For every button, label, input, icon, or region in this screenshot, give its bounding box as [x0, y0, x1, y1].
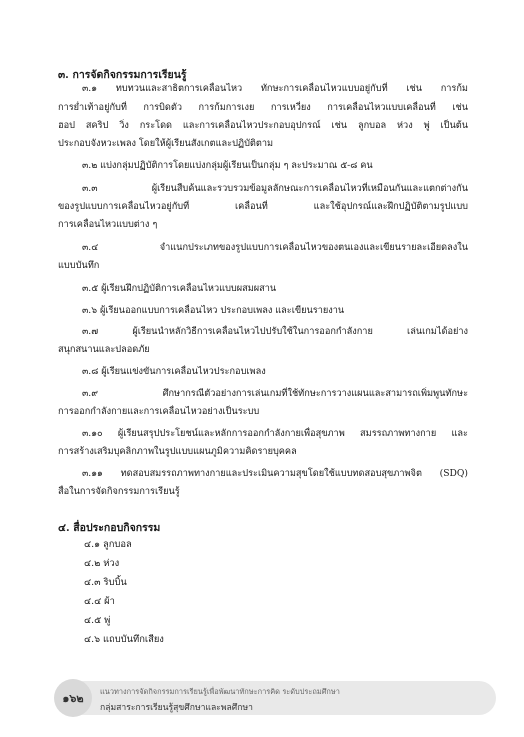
section-3-line: ๓.๗ ผู้เรียนนำหลักวิธีการเคลื่อนไหวไปปรับใช้ในการออกกำลังกาย เล่นเกมได้อย่าง [82, 326, 468, 337]
section-3-line: การย่ำเท้าอยู่กับที่ การบิดตัว การก้มการเงย การเหวี่ยง การเคลื่อนไหวแบบเคลื่อนที่ เช่น [58, 102, 468, 113]
section-3-line: สนุกสนานและปลอดภัย [58, 344, 150, 355]
media-list-item: ๔.๑ ลูกบอล [84, 539, 132, 550]
section-3-line: ๓.๘ ผู้เรียนแข่งขันการเคลื่อนไหวประกอบเพลง [82, 366, 266, 377]
media-list-item: ๔.๓ ริบบิ้น [84, 577, 127, 588]
footer-subject: กลุ่มสาระการเรียนรู้สุขศึกษาและพลศึกษา [100, 703, 253, 713]
section-3-line: ๓.๑๑ ทดสอบสมรรถภาพทางกายและประเมินความสุขโดยใช้แบบทดสอบสุขภาพจิต (SDQ) [82, 468, 468, 479]
media-list-item: ๔.๔ ผ้า [84, 596, 115, 607]
section-3-line: ของรูปแบบการเคลื่อนไหวอยู่กับที่ เคลื่อนที่ และใช้อุปกรณ์และฝึกปฏิบัติตามรูปแบบ [58, 201, 468, 212]
page-number: ๑๖๒ [54, 679, 92, 717]
section-3-line: การออกกำลังกายและการเคลื่อนไหวอย่างเป็นระบบ [58, 406, 260, 417]
section-3-line: สื่อในการจัดกิจกรรมการเรียนรู้ [58, 486, 180, 497]
media-list-item: ๔.๖ แถบบันทึกเสียง [84, 634, 164, 645]
section-4-heading: ๔. สื่อประกอบกิจกรรม [58, 522, 161, 534]
section-3-line: ๓.๑๐ ผู้เรียนสรุปประโยชน์และหลักการออกกำลังกายเพื่อสุขภาพ สมรรถภาพทางกาย และ [82, 428, 468, 439]
section-3-line: ประกอบจังหวะเพลง โดยให้ผู้เรียนสังเกตและปฏิบัติตาม [58, 138, 274, 149]
footer-book-title: แนวทางการจัดกิจกรรมการเรียนรู้เพื่อพัฒนาทักษะการคิด ระดับประถมศึกษา [100, 687, 340, 696]
section-3-line: ๓.๒ แบ่งกลุ่มปฏิบัติการโดยแบ่งกลุ่มผู้เรียนเป็นกลุ่ม ๆ ละประมาณ ๕-๘ คน [82, 160, 373, 171]
section-3-line: การเคลื่อนไหวแบบต่าง ๆ [58, 219, 158, 230]
section-3-line: ๓.๔ จำแนกประเภทของรูปแบบการเคลื่อนไหวของตนเองและเขียนรายละเอียดลงใน [82, 242, 468, 253]
section-3-line: ฮอป สคริป วิ่ง กระโดด และการเคลื่อนไหวประกอบอุปกรณ์ เช่น ลูกบอล ห่วง พู่ เป็นต้น [58, 120, 468, 131]
media-list-item: ๔.๕ พู่ [84, 615, 111, 626]
section-3-line: ๓.๑ ทบทวนและสาธิตการเคลื่อนไหว ทักษะการเคลื่อนไหวแบบอยู่กับที่ เช่น การก้ม [82, 83, 468, 94]
section-3-line: ๓.๓ ผู้เรียนสืบค้นและรวบรวมข้อมูลลักษณะการเคลื่อนไหวที่เหมือนกันและแตกต่างกัน [82, 183, 468, 194]
section-3-line: ๓.๙ ศึกษากรณีตัวอย่างการเล่นเกมที่ใช้ทักษะการวางแผนและสามารถเพิ่มพูนทักษะ [82, 388, 468, 399]
section-3-line: การสร้างเสริมบุคลิกภาพในรูปแบบแผนภูมิความคิดรายบุคคล [58, 446, 297, 457]
section-3-line: แบบบันทึก [58, 260, 100, 271]
media-list-item: ๔.๒ ห่วง [84, 558, 120, 569]
section-3-line: ๓.๖ ผู้เรียนออกแบบการเคลื่อนไหว ประกอบเพลง และเขียนรายงาน [82, 305, 345, 316]
section-3-heading: ๓. การจัดกิจกรรมการเรียนรู้ [58, 69, 187, 81]
section-3-line: ๓.๕ ผู้เรียนฝึกปฏิบัติการเคลื่อนไหวแบบผสมผสาน [82, 283, 277, 294]
